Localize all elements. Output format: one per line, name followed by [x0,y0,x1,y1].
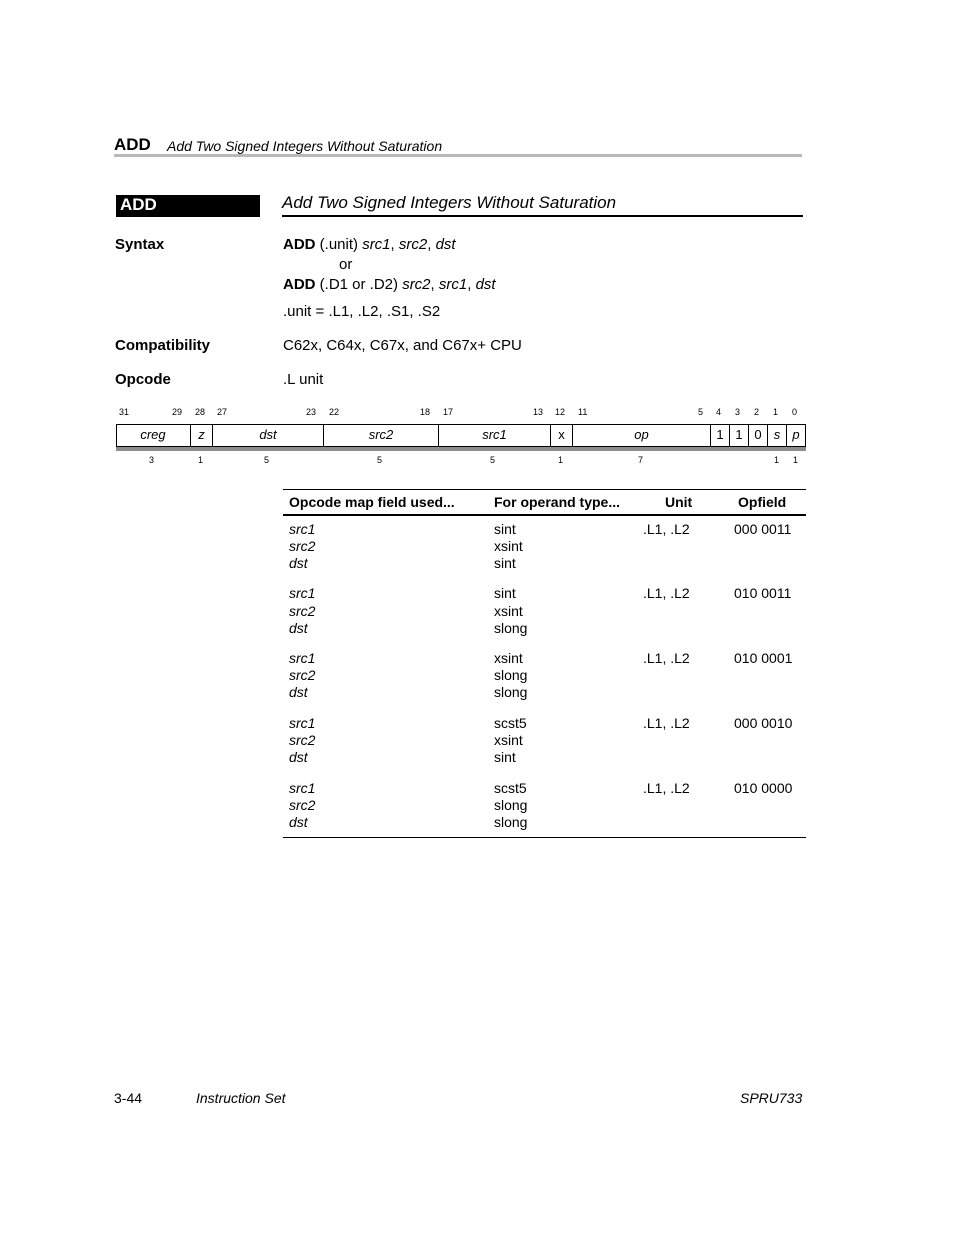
table-row-field: src1 [289,715,316,731]
bit-number: 0 [792,407,798,417]
bit-number: 27 [217,407,228,417]
table-row-field: dst [289,620,308,636]
table-top-rule [283,489,806,490]
table-row-unit: .L1, .L2 [643,650,690,666]
table-row-type: xsint [494,538,523,554]
table-row-field: src2 [289,797,316,813]
bit-number: 28 [195,407,206,417]
field-width: 5 [377,455,383,465]
syntax-1-unit: (.unit) [315,236,363,253]
field-width: 7 [638,455,644,465]
table-row-type: slong [494,814,528,830]
syntax-2-sep2: , [467,276,476,293]
syntax-2-a: src2 [402,276,431,293]
syntax-1-sep2: , [427,236,436,253]
table-row-type: sint [494,585,516,601]
bit-number: 29 [172,407,183,417]
table-row-field: dst [289,684,308,700]
table-row-type: scst5 [494,715,527,731]
bit-number: 17 [443,407,454,417]
table-row-type: slong [494,620,528,636]
table-row-field: src2 [289,603,316,619]
field-width: 5 [490,455,496,465]
compatibility-value: C62x, C64x, C67x, and C67x+ CPU [283,337,522,354]
table-row-opfield: 010 0001 [734,650,793,666]
table-header-rule [283,514,806,516]
syntax-1-op: ADD [283,236,316,253]
table-row-unit: .L1, .L2 [643,780,690,796]
field-z: z [198,427,205,442]
table-row-field: src1 [289,780,316,796]
field-width: 1 [774,455,780,465]
bit-number: 31 [119,407,130,417]
field-src2: src2 [368,427,394,442]
field-width: 1 [558,455,564,465]
field-bit3: 1 [735,427,743,442]
bit-number: 23 [306,407,317,417]
bit-number: 2 [754,407,760,417]
table-row-type: scst5 [494,780,527,796]
page-number: 3-44 [114,1090,143,1106]
running-header-mnemonic: ADD [114,135,151,154]
syntax-1-a: src1 [362,236,391,253]
field-op: op [634,427,649,442]
syntax-2-b: src1 [438,276,468,293]
syntax-2-sep1: , [430,276,439,293]
table-header-type: For operand type... [494,494,621,510]
syntax-label: Syntax [115,236,165,253]
table-row-unit: .L1, .L2 [643,715,690,731]
syntax-units: .unit = .L1, .L2, .S1, .S2 [283,303,441,320]
table-row-type: slong [494,667,528,683]
table-row-unit: .L1, .L2 [643,585,690,601]
table-row-opfield: 000 0011 [734,521,792,537]
table-row-opfield: 010 0011 [734,585,792,601]
table-header-opfield: Opfield [738,494,787,510]
footer-section: Instruction Set [196,1090,286,1106]
table-row-type: xsint [494,732,523,748]
opcode-value: .L unit [283,371,324,388]
syntax-or: or [339,256,353,273]
table-row-field: src1 [289,650,316,666]
bit-number: 22 [329,407,340,417]
table-bottom-rule [283,837,806,838]
compatibility-label: Compatibility [115,337,211,354]
field-src1: src1 [482,427,507,442]
bit-number: 5 [698,407,704,417]
field-width: 5 [264,455,270,465]
table-row-field: src1 [289,521,316,537]
syntax-line-1 [283,236,456,253]
bit-number: 1 [773,407,779,417]
running-header-rule [114,154,802,157]
field-bit4: 1 [716,427,724,442]
table-row-field: dst [289,749,308,765]
field-bit2: 0 [754,427,762,442]
table-header-unit: Unit [665,494,693,510]
field-width: 3 [149,455,155,465]
bit-number: 3 [735,407,741,417]
bit-number: 18 [420,407,431,417]
syntax-1-c: dst [435,236,456,253]
table-row-opfield: 010 0000 [734,780,793,796]
table-row-field: dst [289,814,308,830]
field-creg: creg [140,427,166,442]
table-row-type: sint [494,521,516,537]
syntax-2-c: dst [475,276,496,293]
table-row-type: slong [494,797,528,813]
table-row-type: xsint [494,603,523,619]
table-row-type: sint [494,555,516,571]
bit-number: 4 [716,407,722,417]
table-row-opfield: 000 0010 [734,715,793,731]
opcode-encoding-shadow [116,447,806,451]
syntax-line-2 [283,276,496,293]
table-row-field: src2 [289,667,316,683]
footer-doc-id: SPRU733 [740,1090,803,1106]
syntax-2-unit: (.D1 or .D2) [315,276,403,293]
field-p: p [792,427,800,442]
syntax-1-sep1: , [390,236,399,253]
table-header-field: Opcode map field used... [289,494,455,510]
table-row-field: src2 [289,538,316,554]
table-row-unit: .L1, .L2 [643,521,690,537]
table-row-field: src2 [289,732,316,748]
field-dst: dst [259,427,277,442]
bit-number: 13 [533,407,544,417]
syntax-2-op: ADD [283,276,316,293]
table-row-type: xsint [494,650,523,666]
bit-number: 12 [555,407,566,417]
instruction-title: Add Two Signed Integers Without Saturation [282,193,617,212]
opcode-label: Opcode [115,371,171,388]
instruction-badge: ADD [116,195,260,217]
title-rule [282,215,803,217]
syntax-1-b: src2 [398,236,428,253]
table-row-field: dst [289,555,308,571]
running-header-description: Add Two Signed Integers Without Saturation [167,138,443,154]
field-width: 1 [793,455,799,465]
table-row-type: sint [494,749,516,765]
table-row-field: src1 [289,585,316,601]
field-s: s [773,427,781,442]
bit-number: 11 [578,407,588,417]
field-width: 1 [198,455,204,465]
table-row-type: slong [494,684,528,700]
field-x: x [558,427,565,442]
